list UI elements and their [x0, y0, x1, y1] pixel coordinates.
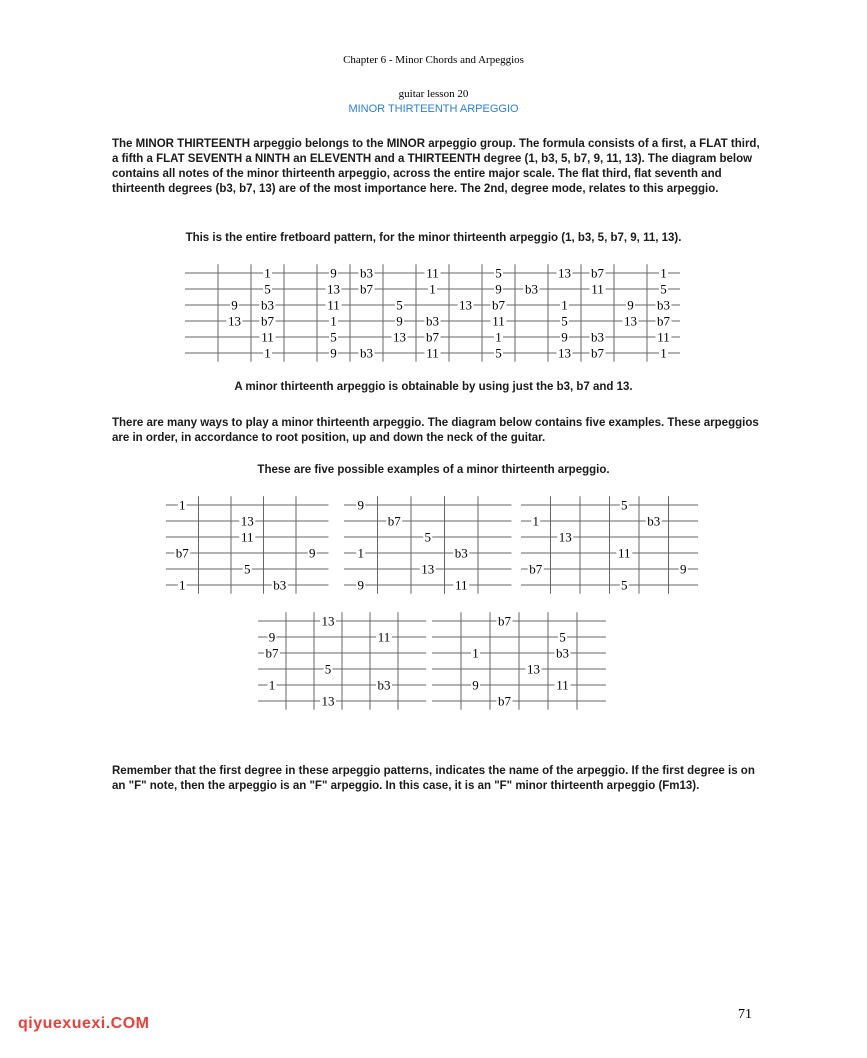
- note-label: 1: [429, 281, 436, 297]
- note-label: b3: [377, 677, 391, 693]
- note-label: 5: [621, 497, 628, 513]
- note-label: b3: [273, 577, 287, 593]
- note-label: 9: [330, 265, 337, 281]
- note-label: 11: [426, 265, 439, 281]
- note-label: 13: [327, 281, 340, 297]
- obtainable-caption: A minor thirteenth arpeggio is obtainable by using just the b3, b7 and 13.: [234, 381, 633, 393]
- note-label: 5: [424, 529, 431, 545]
- note-label: b7: [261, 313, 274, 329]
- note-label: 9: [330, 345, 337, 361]
- note-label: b7: [529, 561, 543, 577]
- note-label: 1: [264, 265, 271, 281]
- note-label: 9: [396, 313, 403, 329]
- note-label: 13: [558, 345, 571, 361]
- note-label: 5: [495, 265, 502, 281]
- note-label: b7: [360, 281, 373, 297]
- page-number: 71: [738, 1007, 752, 1022]
- note-label: 11: [657, 329, 670, 345]
- note-label: 1: [660, 345, 667, 361]
- note-label: b7: [387, 513, 401, 529]
- note-label: 1: [357, 545, 364, 561]
- note-label: 13: [240, 513, 254, 529]
- note-label: 5: [621, 577, 628, 593]
- note-label: 5: [559, 629, 566, 645]
- ways-paragraph: There are many ways to play a minor thirteenth arpeggio. The diagram below contains five examples. These arpeggios are in order, in accordance to root position, up and down the neck of the guitar.: [112, 417, 759, 444]
- note-label: 5: [660, 281, 667, 297]
- note-label: 1: [561, 297, 568, 313]
- note-label: 1: [532, 513, 539, 529]
- note-label: b3: [454, 545, 468, 561]
- note-label: 1: [264, 345, 271, 361]
- note-label: 9: [268, 629, 276, 645]
- note-label: b3: [556, 645, 569, 661]
- watermark: qiyuexuexi.COM: [18, 1015, 150, 1032]
- note-label: 9: [680, 561, 687, 577]
- note-label: 1: [330, 313, 337, 329]
- example-3: [521, 496, 698, 594]
- note-label: 1: [660, 265, 667, 281]
- note-label: b7: [492, 297, 505, 313]
- example-2: [344, 496, 512, 594]
- note-label: 11: [426, 345, 439, 361]
- note-label: 13: [228, 313, 241, 329]
- note-label: b3: [360, 265, 373, 281]
- lesson-title: MINOR THIRTEENTH ARPEGGIO: [348, 103, 519, 115]
- note-label: 11: [240, 529, 254, 545]
- note-label: 9: [495, 281, 502, 297]
- note-label: 9: [472, 677, 479, 693]
- note-label: 11: [327, 297, 340, 313]
- note-label: 9: [627, 297, 634, 313]
- note-label: 13: [421, 561, 435, 577]
- note-label: b7: [498, 693, 511, 709]
- note-label: 11: [556, 677, 569, 693]
- note-label: 13: [393, 329, 406, 345]
- note-label: 11: [492, 313, 505, 329]
- note-label: b3: [261, 297, 274, 313]
- lesson-label: guitar lesson 20: [398, 88, 469, 100]
- note-label: 1: [179, 497, 186, 513]
- note-label: 1: [495, 329, 502, 345]
- note-label: 13: [558, 265, 571, 281]
- note-label: b7: [498, 613, 511, 629]
- note-label: 5: [244, 561, 251, 577]
- note-label: 9: [357, 497, 364, 513]
- example-4: [258, 612, 426, 710]
- note-label: 13: [459, 297, 472, 313]
- note-label: b7: [657, 313, 670, 329]
- note-label: 13: [558, 529, 572, 545]
- note-label: 11: [377, 629, 391, 645]
- note-label: b3: [657, 297, 670, 313]
- note-label: 9: [231, 297, 238, 313]
- example-1: [166, 496, 329, 594]
- note-label: b3: [360, 345, 373, 361]
- note-label: 5: [330, 329, 337, 345]
- examples-caption: These are five possible examples of a minor thirteenth arpeggio.: [257, 464, 610, 476]
- note-label: 5: [495, 345, 502, 361]
- note-label: 1: [268, 677, 276, 693]
- note-label: b7: [591, 345, 604, 361]
- note-label: 13: [321, 693, 335, 709]
- note-label: 9: [561, 329, 568, 345]
- note-label: 9: [357, 577, 364, 593]
- note-label: 13: [624, 313, 637, 329]
- note-label: 5: [324, 661, 332, 677]
- note-label: b3: [591, 329, 604, 345]
- note-label: 13: [321, 613, 335, 629]
- fretboard-caption: This is the entire fretboard pattern, for the minor thirteenth arpeggio (1, b3, 5, b7, 9, 11, 13).: [185, 232, 682, 244]
- note-label: 1: [472, 645, 479, 661]
- note-label: 9: [309, 545, 316, 561]
- closing-paragraph: Remember that the first degree in these arpeggio patterns, indicates the name of the arpeggio. If the first degree is on an "F" note, then the arpeggio is an "F" arpeggio. In this case, it is an "F" minor thirteenth arpeggio (Fm13).: [112, 765, 755, 792]
- note-label: 5: [561, 313, 568, 329]
- note-label: b3: [647, 513, 661, 529]
- chapter-header: Chapter 6 - Minor Chords and Arpeggios: [343, 54, 524, 66]
- fretboard-full: [185, 264, 680, 362]
- note-label: b7: [591, 265, 604, 281]
- intro-paragraph: The MINOR THIRTEENTH arpeggio belongs to the MINOR arpeggio group. The formula consists of a first, a FLAT third, a fifth a FLAT SEVENTH a NINTH an ELEVENTH and a THIRTEENTH degree (1, b3, 5, b7, 9, 11, 13). The diagram below contains all notes of the minor thirteenth arpeggio, across the entire major scale. The flat third, flat seventh and thirteenth degrees (b3, b7, 13) are of the most importance here. The 2nd, degree mode, relates to this arpeggio.: [112, 138, 760, 195]
- note-label: 13: [527, 661, 540, 677]
- note-label: b7: [265, 645, 279, 661]
- note-label: b7: [426, 329, 439, 345]
- note-label: 5: [396, 297, 403, 313]
- note-label: 11: [261, 329, 274, 345]
- note-label: b3: [426, 313, 439, 329]
- note-label: 11: [454, 577, 468, 593]
- example-5: [432, 612, 606, 710]
- note-label: 1: [179, 577, 186, 593]
- note-label: 5: [264, 281, 271, 297]
- note-label: 11: [591, 281, 604, 297]
- note-label: 11: [617, 545, 631, 561]
- note-label: b7: [175, 545, 189, 561]
- note-label: b3: [525, 281, 538, 297]
